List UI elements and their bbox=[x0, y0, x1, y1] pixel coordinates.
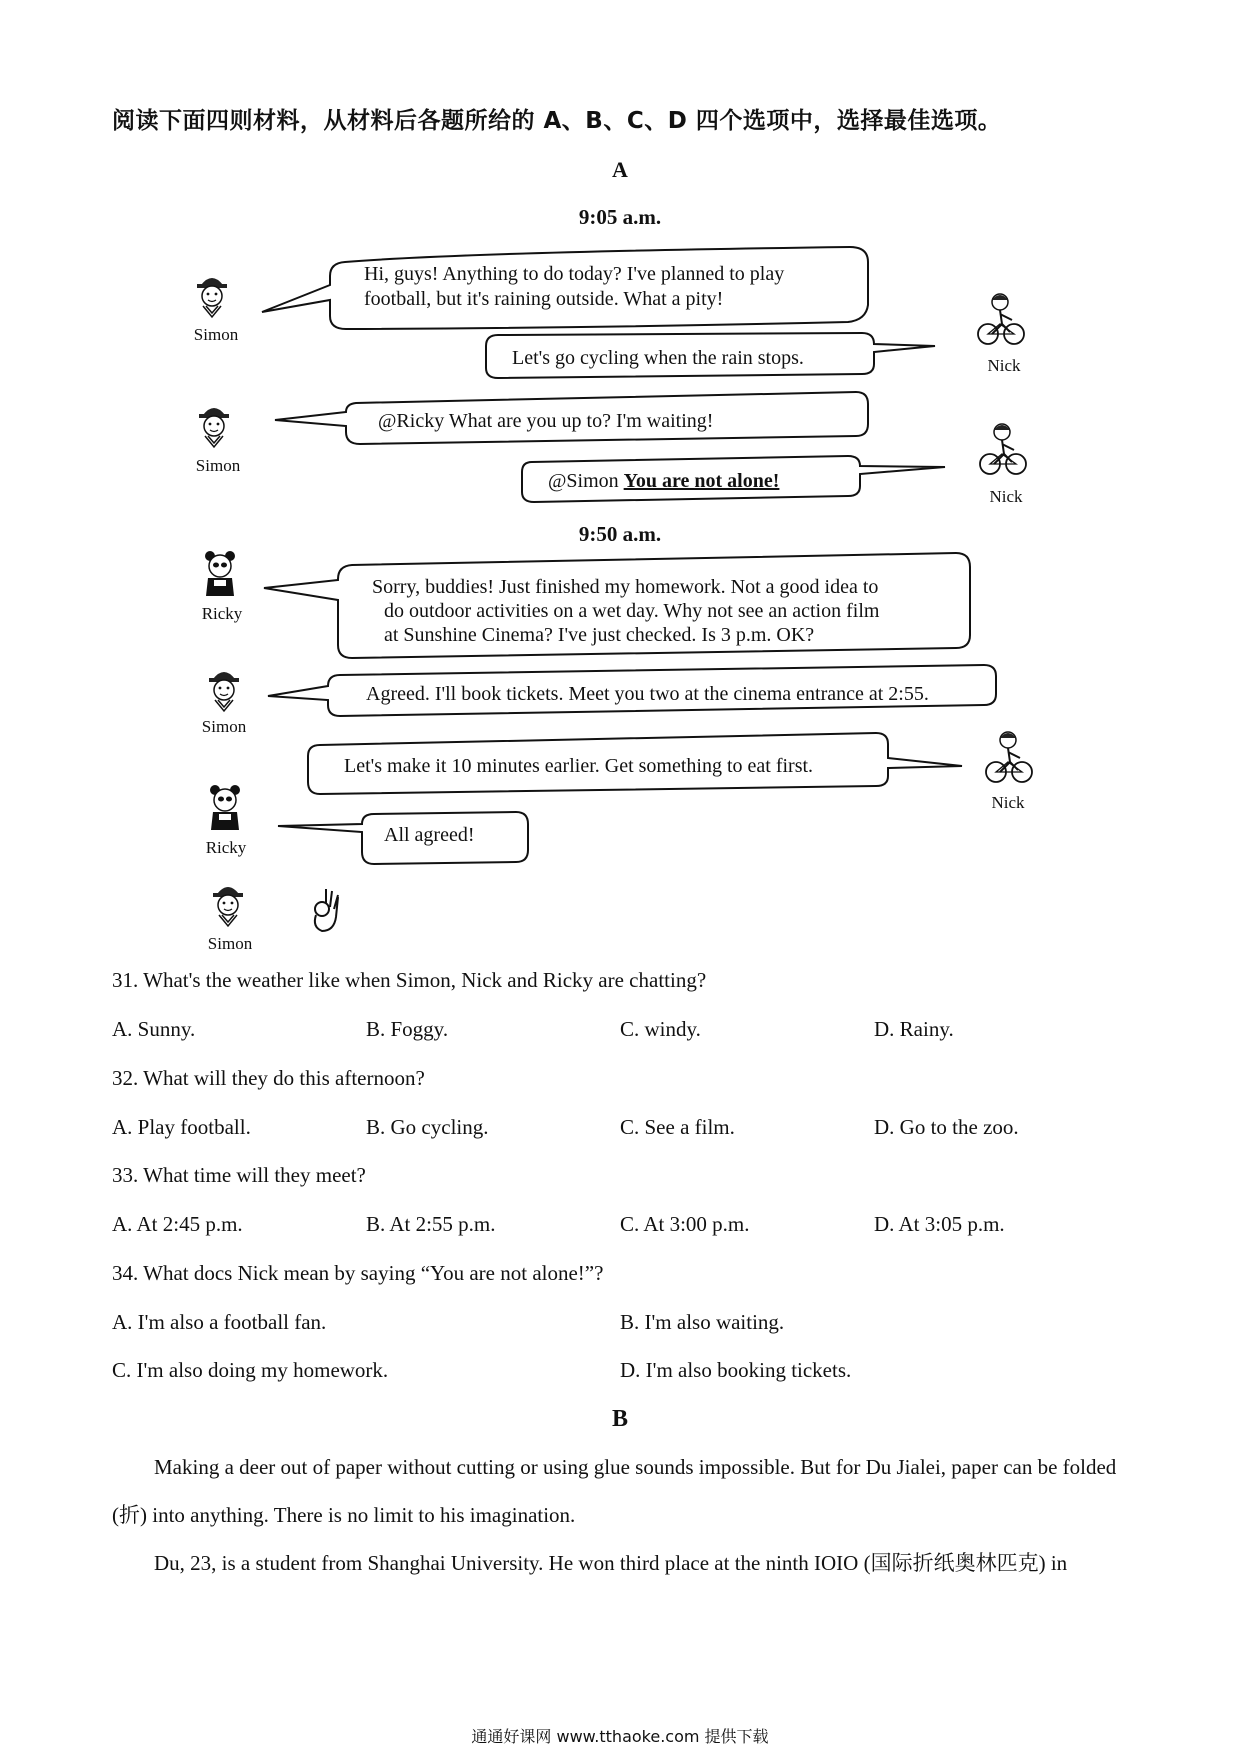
section-b-heading: B bbox=[611, 1406, 628, 1432]
question-32-stem: 32. What will they do this afternoon? bbox=[112, 1066, 425, 1090]
nick-label-1: Nick bbox=[987, 356, 1021, 375]
question-32-option-c: C. See a film. bbox=[620, 1115, 735, 1139]
ricky-avatar-1 bbox=[205, 551, 235, 596]
chat-message-5-line2: do outdoor activities on a wet day. Why not see an action film bbox=[384, 600, 880, 622]
question-31-option-c: C. windy. bbox=[620, 1017, 701, 1041]
ricky-label-2: Ricky bbox=[205, 838, 247, 857]
question-34-option-d: D. I'm also booking tickets. bbox=[620, 1358, 852, 1382]
instructions: 阅读下面四则材料，从材料后各题所给的 A、B、C、D 四个选项中，选择最佳选项。 bbox=[112, 108, 1002, 134]
question-32-option-a: A. Play football. bbox=[112, 1115, 251, 1139]
simon-avatar-4 bbox=[213, 887, 243, 926]
ok-hand-icon bbox=[315, 889, 338, 931]
chat-message-4-prefix: @Simon bbox=[548, 470, 624, 492]
chat-message-6: Agreed. I'll book tickets. Meet you two at the cinema entrance at 2:55. bbox=[366, 683, 929, 705]
ricky-label-1: Ricky bbox=[201, 604, 243, 623]
ricky-avatar-2 bbox=[210, 785, 240, 830]
simon-avatar-3 bbox=[209, 672, 239, 711]
question-34-option-c: C. I'm also doing my homework. bbox=[112, 1358, 389, 1382]
simon-label-4: Simon bbox=[207, 934, 253, 953]
nick-label-3: Nick bbox=[991, 793, 1025, 812]
chat-message-1-line2: football, but it's raining outside. What a pity! bbox=[364, 288, 724, 310]
section-b-paragraph-2: Du, 23, is a student from Shanghai University. He won third place at the ninth IOIO (国际折纸奥林匹克) in bbox=[154, 1551, 1068, 1575]
page-footer: 通通好课网 www.tthaoke.com 提供下载 bbox=[471, 1727, 769, 1746]
nick-avatar-1 bbox=[978, 294, 1024, 344]
question-34-option-b: B. I'm also waiting. bbox=[620, 1310, 785, 1334]
chat-message-5-line3: at Sunshine Cinema? I've just checked. Is 3 p.m. OK? bbox=[384, 624, 815, 646]
simon-label-1: Simon bbox=[193, 325, 239, 344]
question-31-stem: 31. What's the weather like when Simon, Nick and Ricky are chatting? bbox=[112, 968, 707, 992]
question-31-option-d: D. Rainy. bbox=[874, 1017, 954, 1041]
chat-message-7: Let's make it 10 minutes earlier. Get something to eat first. bbox=[344, 755, 814, 777]
chat-message-1-line1: Hi, guys! Anything to do today? I've planned to play bbox=[364, 263, 785, 285]
question-32-option-b: B. Go cycling. bbox=[366, 1115, 489, 1139]
simon-avatar-1 bbox=[197, 278, 227, 317]
nick-label-2: Nick bbox=[989, 487, 1023, 506]
simon-label-3: Simon bbox=[201, 717, 247, 736]
simon-avatar-2 bbox=[199, 408, 229, 447]
chat-message-8: All agreed! bbox=[384, 824, 475, 846]
chat-timestamp-1: 9:05 a.m. bbox=[578, 205, 662, 229]
chat-message-4 bbox=[548, 470, 779, 492]
question-34-option-a: A. I'm also a football fan. bbox=[112, 1310, 327, 1334]
question-31-option-b: B. Foggy. bbox=[366, 1017, 449, 1041]
section-b-paragraph-1: Making a deer out of paper without cutting or using glue sounds impossible. But for Du Jialei, paper can be folded (折) into anything. There is no limit to his imagination. bbox=[112, 1455, 1117, 1527]
chat-message-2: Let's go cycling when the rain stops. bbox=[512, 347, 804, 369]
simon-label-2: Simon bbox=[195, 456, 241, 475]
chat-message-3: @Ricky What are you up to? I'm waiting! bbox=[378, 410, 714, 432]
question-33-option-d: D. At 3:05 p.m. bbox=[874, 1212, 1005, 1236]
question-33-option-a: A. At 2:45 p.m. bbox=[112, 1212, 243, 1236]
chat-timestamp-2: 9:50 a.m. bbox=[578, 522, 662, 546]
question-34-stem: 34. What docs Nick mean by saying “You are not alone!”? bbox=[112, 1261, 604, 1285]
question-33-option-b: B. At 2:55 p.m. bbox=[366, 1212, 496, 1236]
question-33-option-c: C. At 3:00 p.m. bbox=[620, 1212, 750, 1236]
nick-avatar-3 bbox=[986, 732, 1032, 782]
section-a-heading: A bbox=[612, 157, 628, 182]
question-31-option-a: A. Sunny. bbox=[112, 1017, 196, 1041]
chat-message-4-emphasis: You are not alone! bbox=[623, 470, 780, 492]
nick-avatar-2 bbox=[980, 424, 1026, 474]
question-33-stem: 33. What time will they meet? bbox=[112, 1163, 366, 1187]
chat-message-5-line1: Sorry, buddies! Just finished my homework. Not a good idea to bbox=[372, 576, 879, 598]
question-32-option-d: D. Go to the zoo. bbox=[874, 1115, 1019, 1139]
